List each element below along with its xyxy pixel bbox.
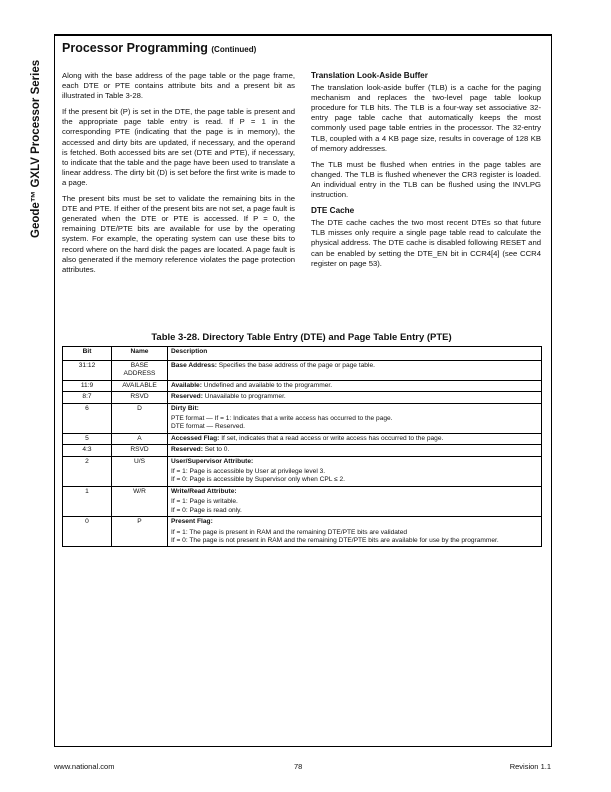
section-title-text: Processor Programming <box>62 41 208 55</box>
paragraph: The TLB must be flushed when entries in the page tables are changed. The TLB is flushed whenever the CR3 register is loaded. An individual entry in the TLB can be flushed using the INVLPG instruction. <box>311 159 541 200</box>
header-description: Description <box>168 347 542 361</box>
cell-description <box>168 456 542 486</box>
cell-name: W/R <box>112 486 168 516</box>
cell-name: RSVD <box>112 445 168 456</box>
dte-cache-heading: DTE Cache <box>311 206 355 216</box>
paragraph: The DTE cache caches the two most recent DTEs so that future TLB misses only require a single page table read to calculate the physical address. The DTE cache is disabled following RESET and can be enabled by setting the DTE_EN bit in CCR4[4] (see CCR4 register on page 53). <box>311 218 541 268</box>
series-side-title-text: Geode™ GXLV Processor Series <box>30 59 42 238</box>
cell-description <box>168 403 542 433</box>
cell-name: U/S <box>112 456 168 486</box>
cell-bit: 5 <box>63 433 112 444</box>
description-line: PTE format — If = 1: Indicates that a write access has occurred to the page. <box>171 415 393 423</box>
cell-bit: 1 <box>63 486 112 516</box>
cell-description <box>168 517 542 547</box>
description-title: Available: <box>171 381 202 389</box>
cell-bit: 11:9 <box>63 380 112 391</box>
table-row <box>63 403 542 433</box>
dte-pte-table <box>62 346 542 547</box>
cell-description <box>168 392 542 403</box>
cell-bit: 6 <box>63 403 112 433</box>
header-bit: Bit <box>63 347 112 361</box>
description-text: Set to 0. <box>204 446 230 454</box>
description-title: Dirty Bit: <box>171 404 199 412</box>
table-caption: Table 3-28. Directory Table Entry (DTE) and Page Table Entry (PTE) <box>151 332 452 343</box>
description-title: Reserved: <box>171 446 203 454</box>
header-name: Name <box>112 347 168 361</box>
footer-url: www.national.com <box>54 762 115 771</box>
table-row <box>63 392 542 403</box>
left-column <box>62 71 295 281</box>
section-continued: (Continued) <box>211 45 257 54</box>
footer-revision: Revision 1.1 <box>509 762 551 771</box>
cell-bit: 31:12 <box>63 361 112 381</box>
description-text: Undefined and available to the programmer. <box>203 381 333 389</box>
description-text: Unavailable to programmer. <box>204 393 286 401</box>
description-title: Base Address: <box>171 362 217 369</box>
series-side-title <box>28 42 48 238</box>
cell-name: D <box>112 403 168 433</box>
cell-bit: 0 <box>63 517 112 547</box>
table-row <box>63 445 542 456</box>
description-title: User/Supervisor Attribute: <box>171 457 254 465</box>
cell-bit: 8:7 <box>63 392 112 403</box>
cell-name: AVAILABLE <box>112 380 168 391</box>
description-line: If = 0: The page is not present in RAM and the remaining DTE/PTE bits are available for use by the programmer. <box>171 536 499 544</box>
description-title: Accessed Flag: <box>171 434 220 442</box>
table-row <box>63 361 542 381</box>
description-text: Specifies the base address of the page or page table. <box>218 362 375 369</box>
table-header-row <box>63 347 542 361</box>
cell-description <box>168 433 542 444</box>
cell-bit: 4:3 <box>63 445 112 456</box>
description-line: If = 1: The page is present in RAM and the remaining DTE/PTE bits are validated <box>171 528 408 536</box>
description-title: Reserved: <box>171 393 203 401</box>
table-row <box>63 433 542 444</box>
table-row <box>63 517 542 547</box>
table-row <box>63 486 542 516</box>
cell-description <box>168 361 542 381</box>
cell-name: P <box>112 517 168 547</box>
cell-name: RSVD <box>112 392 168 403</box>
paragraph: If the present bit (P) is set in the DTE, the page table is present and the appropriate page table entry is read. If P = 1 in the corresponding PTE (indicating that the page is in memory), the accessed and dirty bits are updated, if necessary, and the operand is fetched. Both accessed bits are set (DTE and PTE), if necessary, to indicate that the table and the page have been used to translate a linear address. The dirty bit (D) is set before the first write is made to a page. <box>62 107 295 187</box>
table-row <box>63 380 542 391</box>
cell-description <box>168 486 542 516</box>
description-line: If = 1: Page is accessible by User at privilege level 3. <box>171 468 326 476</box>
right-column <box>311 71 541 275</box>
description-line: If = 0: Page is read only. <box>171 506 242 514</box>
cell-description <box>168 445 542 456</box>
cell-description <box>168 380 542 391</box>
paragraph: The translation look-aside buffer (TLB) is a cache for the paging mechanism and replaces the two-level page table lookup procedure for TLB hits. The TLB is a four-way set associative 32-entry page table cache that automatically keeps the most commonly used page table entries in the processor. The 32-entry TLB, coupled with a 4 KB page size, results in coverage of 128 KB of memory addresses. <box>311 83 541 153</box>
tlb-heading: Translation Look-Aside Buffer <box>311 71 428 80</box>
table-row <box>63 456 542 486</box>
paragraph: The present bits must be set to validate the remaining bits in the DTE and PTE. If either of the present bits are not set, a page fault is generated when the DTE or PTE is accessed. If P = 0, the remaining DTE/PTE bits are available for use by the operating system. For example, the operating system can use these bits to record where on the hard disk the pages are located. A page fault is also generated if the memory reference violates the page protection attributes. <box>62 194 295 274</box>
paragraph: Along with the base address of the page table or the page frame, each DTE or PTE contains attribute bits and a present bit as illustrated in Table 3-28. <box>62 71 295 101</box>
description-title: Present Flag: <box>171 518 213 526</box>
footer-page-number: 78 <box>294 762 303 771</box>
description-text: If set, indicates that a read access or write access has occurred to the page. <box>221 434 444 442</box>
header-rule <box>54 34 551 36</box>
description-line: If = 1: Page is writable. <box>171 498 238 506</box>
description-line: DTE format — Reserved. <box>171 423 246 431</box>
cell-bit: 2 <box>63 456 112 486</box>
description-line: If = 0: Page is accessible by Supervisor only when CPL ≤ 2. <box>171 476 345 484</box>
cell-name: BASE ADDRESS <box>112 361 168 381</box>
section-title <box>62 41 256 55</box>
description-title: Write/Read Attribute: <box>171 487 237 495</box>
cell-name: A <box>112 433 168 444</box>
